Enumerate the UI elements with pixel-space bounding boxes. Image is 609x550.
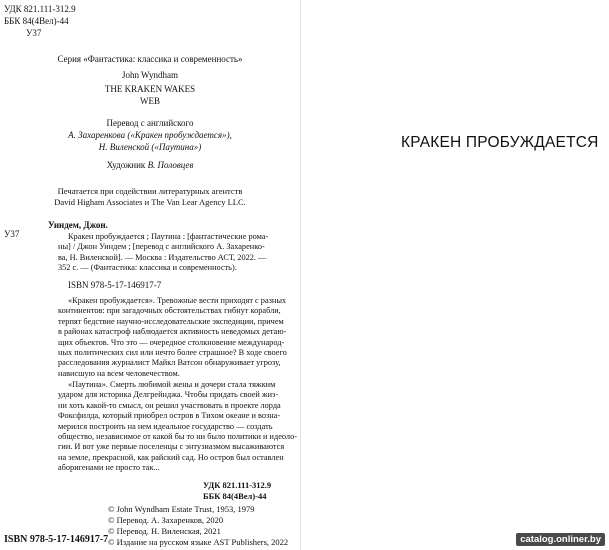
copyright-2: © Перевод. А. Захаренков, 2020 xyxy=(108,515,224,525)
abstract-line: гии. И вот уже первые поселенцы с энтузиазмом высаживаются xyxy=(58,442,285,452)
abstract-line: ни хоть какой-то смысл, он решил участвовать в проекте лорда xyxy=(58,400,281,410)
agency-line-2: David Higham Associates и The Van Lear Agency LLC. xyxy=(54,197,246,207)
abstract-line: ных политических сил или нечто более страшное? В ходе своего xyxy=(58,348,287,358)
abstract-line: в районах катастроф наблюдается активность неведомых детаю- xyxy=(58,327,287,337)
series-line: Серия «Фантастика: классика и современность» xyxy=(57,54,243,64)
abstract-line: нависшую на всем человечеством. xyxy=(58,368,180,378)
title-en-1: THE KRAKEN WAKES xyxy=(104,84,196,94)
agency-line-1: Печатается при содействии литературных агентств xyxy=(57,186,243,196)
biblio-line: ны] / Джон Уиндем ; [перевод с английского А. Захаренко- xyxy=(58,242,265,252)
author-en: John Wyndham xyxy=(121,70,179,80)
abstract-line: континентов: при загадочных обстоятельствах гибнут корабли, xyxy=(58,306,281,316)
isbn-inline: ISBN 978-5-17-146917-7 xyxy=(68,280,162,290)
author-mark: У37 xyxy=(26,28,42,38)
abstract-line: на земле, прекрасной, как райский сад. Но остров был оставлен xyxy=(58,452,284,462)
abstract-line: терпят бедствие научно-исследовательские экспедиции, причем xyxy=(58,316,284,326)
abstract-kraken xyxy=(58,296,290,379)
isbn-bottom: ISBN 978-5-17-146917-7 xyxy=(4,534,109,545)
abstract-web xyxy=(58,380,297,474)
translator-1: А. Захаренкова («Кракен пробуждается»), xyxy=(68,130,232,140)
abstract-line: ударом для историка Делгрейнджа. Чтобы придать своей жиз- xyxy=(58,390,279,400)
abstract-line: «Кракен пробуждается». Тревожные вести приходят с разных xyxy=(68,296,287,305)
page-title: КРАКЕН ПРОБУЖДАЕТСЯ xyxy=(401,134,599,151)
illustrator-line xyxy=(0,160,300,171)
biblio-line: Кракен пробуждается ; Паутина : [фантастические рома- xyxy=(68,232,269,241)
illustrator-label: Художник xyxy=(106,160,146,170)
title-en-2: WEB xyxy=(140,96,160,106)
biblio-author: Уиндем, Джон. xyxy=(48,220,108,230)
copyright-1: © John Wyndham Estate Trust, 1953, 1979 xyxy=(108,504,255,514)
abstract-line: расследования журналист Майкл Ватсон обнаруживает угрозу, xyxy=(58,358,281,368)
abstract-line: Фоксфилда, который приобрел остров в Тихом океане и возна- xyxy=(58,411,281,421)
abstract-line: аборигенами не просто так... xyxy=(58,463,160,473)
abstract-line: мерился построить на нем идеальное государство — создать xyxy=(58,421,273,431)
left-page xyxy=(0,0,301,550)
abstract-line: общество, независимое от какой бы то ни было политики и идеоло- xyxy=(58,432,297,442)
udk-bottom: УДК 821.111-312.9 xyxy=(203,480,272,490)
right-page xyxy=(301,0,609,550)
biblio-mark: У37 xyxy=(4,229,20,239)
illustrator-name: В. Половцев xyxy=(147,160,194,170)
bbk-bottom: ББК 84(4Вел)-44 xyxy=(203,491,267,501)
udk-code: УДК 821.111-312.9 xyxy=(4,4,76,14)
biblio-line: 352 с. — (Фантастика: классика и современность). xyxy=(58,263,237,273)
copyright-4: © Издание на русском языке AST Publishers, 2022 xyxy=(108,537,289,547)
abstract-line: «Паутина». Смерть любимой жены и дочери стала тяжким xyxy=(68,380,276,389)
translator-2: Н. Виленской («Паутина») xyxy=(98,142,202,152)
watermark: catalog.onliner.by xyxy=(516,533,605,546)
abstract-line: щих объектов. Что это — очередное столкновение международ- xyxy=(58,337,285,347)
biblio-description xyxy=(58,232,290,274)
copyright-3: © Перевод. Н. Виленская, 2021 xyxy=(108,526,221,536)
bbk-code: ББК 84(4Вел)-44 xyxy=(4,16,69,26)
biblio-line: ва, Н. Виленской]. — Москва : Издательство АСТ, 2022. — xyxy=(58,252,267,262)
translation-label: Перевод с английского xyxy=(106,118,194,128)
